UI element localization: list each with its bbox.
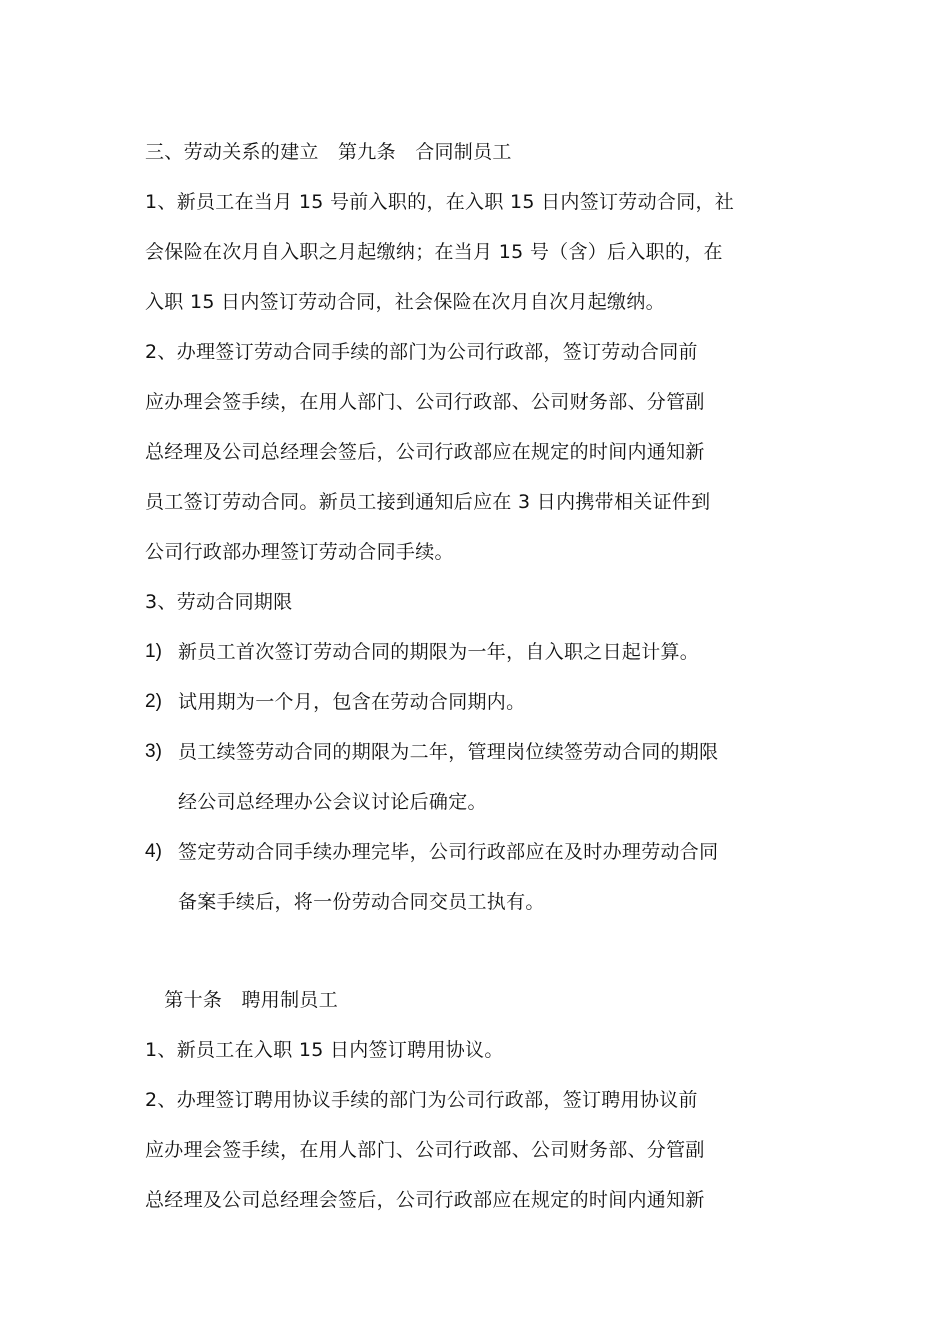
article9-p1-line1: 1、新员工在当月 15 号前入职的，在入职 15 日内签订劳动合同，社 (145, 191, 735, 213)
article9-p2-line3: 总经理及公司总经理会签后，公司行政部应在规定的时间内通知新 (145, 441, 705, 463)
article10-p1: 1、新员工在入职 15 日内签订聘用协议。 (145, 1039, 504, 1061)
list-item-text: 试用期为一个月，包含在劳动合同期内。 (178, 691, 526, 713)
article10-p2-line1: 2、办理签订聘用协议手续的部门为公司行政部，签订聘用协议前 (145, 1089, 698, 1111)
article10-p2-line2: 应办理会签手续，在用人部门、公司行政部、公司财务部、分管副 (145, 1139, 705, 1161)
article9-p1-line2: 会保险在次月自入职之月起缴纳；在当月 15 号（含）后入职的，在 (145, 241, 723, 263)
list-item-text: 员工续签劳动合同的期限为二年，管理岗位续签劳动合同的期限 (178, 741, 719, 763)
list-item-text: 签定劳动合同手续办理完毕，公司行政部应在及时办理劳动合同 (178, 841, 719, 863)
list-item-text-continued: 经公司总经理办公会议讨论后确定。 (178, 791, 487, 813)
article9-p1-line3: 入职 15 日内签订劳动合同，社会保险在次月自次月起缴纳。 (145, 291, 665, 313)
list-item-marker: 4) (145, 841, 162, 862)
list-item-marker: 2) (145, 691, 162, 712)
article10-heading: 第十条 聘用制员工 (145, 989, 339, 1011)
article9-p2-line5: 公司行政部办理签订劳动合同手续。 (145, 541, 454, 563)
article9-p2-line1: 2、办理签订劳动合同手续的部门为公司行政部，签订劳动合同前 (145, 341, 698, 363)
list-item-text: 新员工首次签订劳动合同的期限为一年，自入职之日起计算。 (178, 641, 700, 663)
section-heading: 三、劳动关系的建立 第九条 合同制员工 (145, 141, 512, 163)
list-item-marker: 3) (145, 741, 162, 762)
list-item-marker: 1) (145, 641, 162, 662)
list-item-text-continued: 备案手续后，将一份劳动合同交员工执有。 (178, 891, 545, 913)
article9-p3-title: 3、劳动合同期限 (145, 591, 293, 613)
article9-p2-line2: 应办理会签手续，在用人部门、公司行政部、公司财务部、分管副 (145, 391, 705, 413)
article10-p2-line3: 总经理及公司总经理会签后，公司行政部应在规定的时间内通知新 (145, 1189, 705, 1211)
article9-p2-line4: 员工签订劳动合同。新员工接到通知后应在 3 日内携带相关证件到 (145, 491, 711, 513)
